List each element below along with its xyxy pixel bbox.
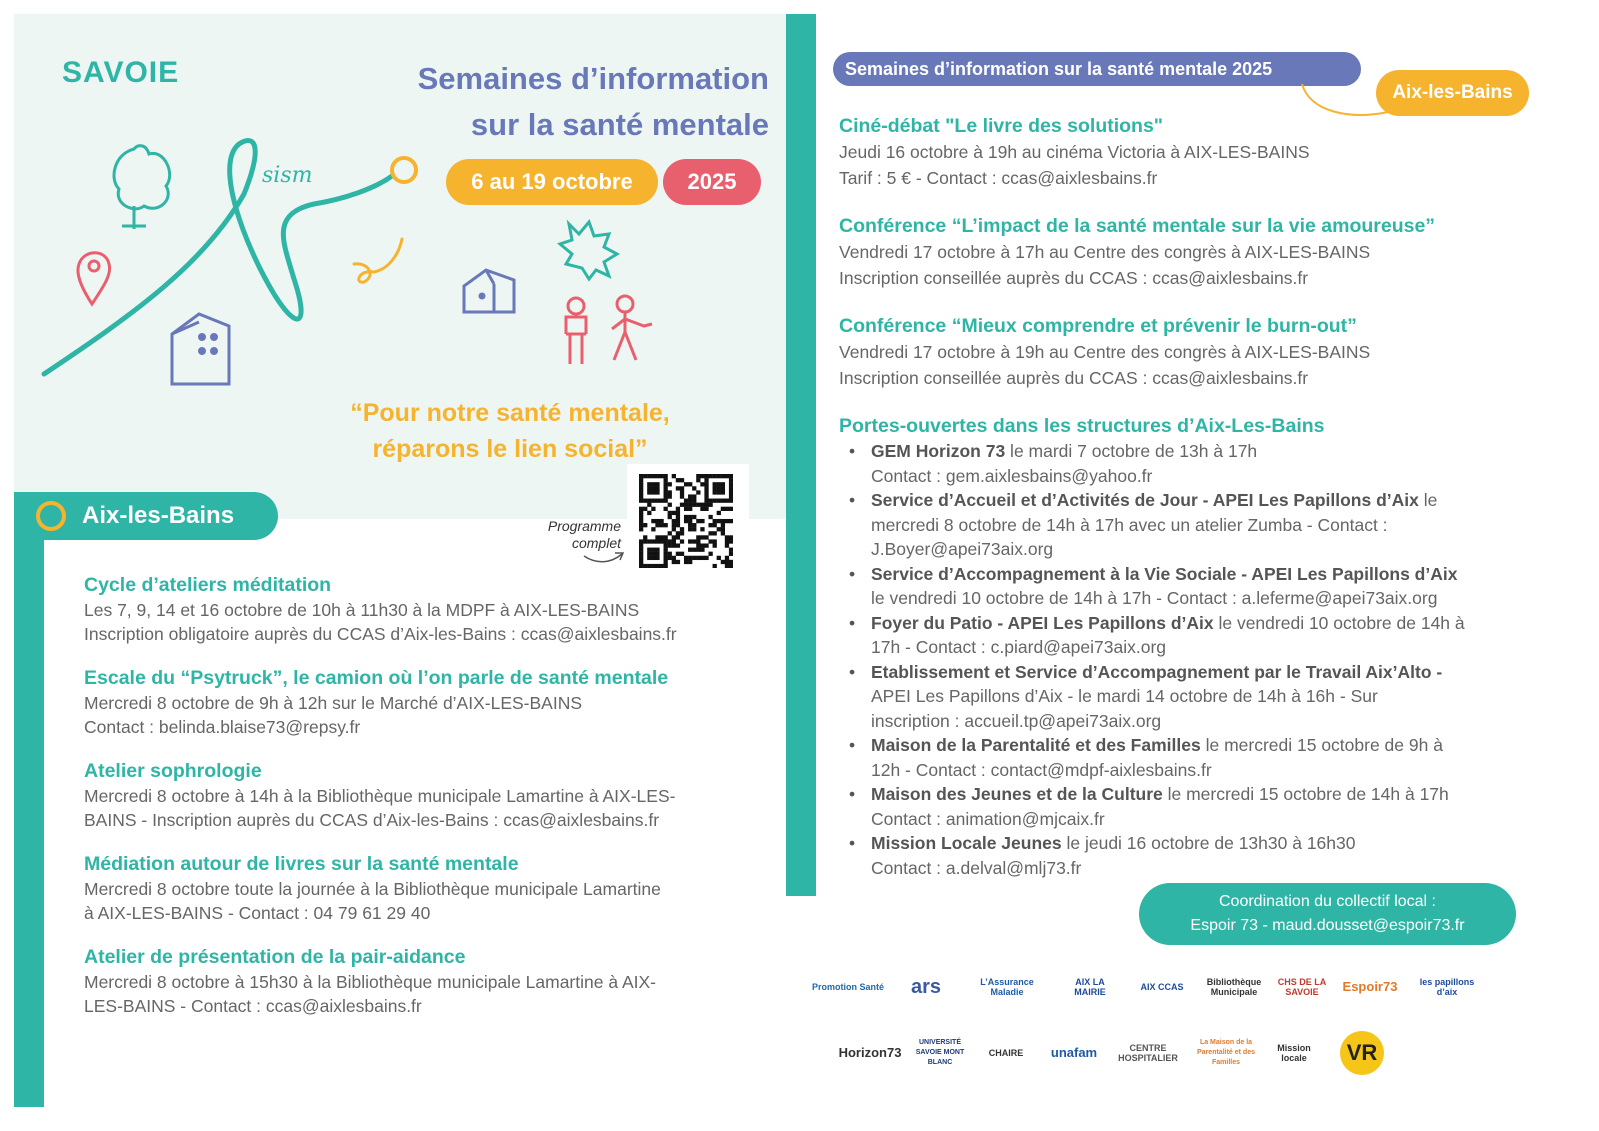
city-badge-right: Aix-les-Bains <box>1376 70 1529 116</box>
list-item: • Mission Locale Jeunes le jeudi 16 octobre de 13h30 à 16h30 Contact : a.delval@mlj73.fr <box>839 831 1529 880</box>
city-tab-left <box>14 492 278 540</box>
partner-logo: ars <box>910 976 942 998</box>
list-item: • GEM Horizon 73 le mardi 7 octobre de 13h à 17h Contact : gem.aixlesbains@yahoo.fr <box>839 439 1529 488</box>
coord-line-2: Espoir 73 - maud.dousset@espoir73.fr <box>1190 917 1465 934</box>
wavy-line-decoration <box>44 141 392 374</box>
qr-caption: Programme complet <box>547 518 621 551</box>
house-icon <box>464 270 514 312</box>
event-item <box>84 572 759 646</box>
partner-logo: L’Assurance Maladie <box>980 977 1034 997</box>
event-details: Vendredi 17 octobre à 17h au Centre des congrès à AIX-LES-BAINS Inscription conseillée auprès du CCAS : ccas@aixlesbains.fr <box>839 242 1371 288</box>
right-banner: Semaines d’information sur la santé mentale 2025 <box>833 52 1361 86</box>
event-details: Les 7, 9, 14 et 16 octobre de 10h à 11h30 à la MDPF à AIX-LES-BAINS Inscription obligatoire auprès du CCAS d’Aix-les-Bains : ccas@aixlesbains.fr <box>84 600 677 644</box>
event-title: Ciné-débat "Le livre des solutions" <box>839 115 1164 137</box>
list-item: • Etablissement et Service d’Accompagnement par le Travail Aix’Alto - APEI Les Papillons d’Aix - le mardi 14 octobre de 14h à 16h - Sur inscription : accueil.tp@apei73aix.org <box>839 660 1529 734</box>
partner-logo: les papillons d’aix <box>1419 977 1475 997</box>
title-line-1: Semaines d’information <box>417 61 769 96</box>
partner-logo: CHAIRE <box>988 1048 1024 1058</box>
list-item: • Maison de la Parentalité et des Familles le mercredi 15 octobre de 9h à 12h - Contact : contact@mdpf-aixlesbains.fr <box>839 733 1529 782</box>
event-details: Vendredi 17 octobre à 19h au Centre des congrès à AIX-LES-BAINS Inscription conseillée auprès du CCAS : ccas@aixlesbains.fr <box>839 342 1371 388</box>
event-item <box>84 758 759 832</box>
event-title: Atelier de présentation de la pair-aidance <box>84 946 466 968</box>
arrow-icon <box>582 548 626 568</box>
partner-logo: Espoir73 <box>1342 979 1398 994</box>
title-line-2: sur la santé mentale <box>470 107 769 142</box>
partner-logos <box>812 962 1532 1092</box>
event-item <box>84 665 759 739</box>
list-item: • Foyer du Patio - APEI Les Papillons d’Aix le vendredi 10 octobre de 14h à 17h - Contact : c.piard@apei73aix.org <box>839 611 1529 660</box>
year-badge: 2025 <box>663 159 761 205</box>
center-divider-bar <box>786 14 816 896</box>
event-details: Mercredi 8 octobre toute la journée à la Bibliothèque municipale Lamartine à AIX-LES-BAINS - Contact : 04 79 61 29 40 <box>84 879 661 923</box>
slogan <box>300 395 720 467</box>
partner-logo: VR <box>1332 1028 1392 1078</box>
event-title: Escale du “Psytruck”, le camion où l’on parle de santé mentale <box>84 667 669 689</box>
open-house-title: Portes-ouvertes dans les structures d’Aix-Les-Bains <box>839 415 1325 437</box>
ring-decoration <box>392 158 416 182</box>
event-title: Atelier sophrologie <box>84 760 262 782</box>
tree-icon <box>114 146 170 229</box>
coord-line-1: Coordination du collectif local : <box>1218 893 1436 910</box>
slogan-line-2: réparons le lien social” <box>372 435 648 463</box>
partner-logo: UNIVERSITÉ SAVOIE MONT BLANC <box>915 1039 965 1066</box>
list-item: • Service d’Accueil et d’Activités de Jour - APEI Les Papillons d’Aix le mercredi 8 octobre de 14h à 17h avec un atelier Zumba - Contact : J.Boyer@apei73aix.org <box>839 488 1529 562</box>
location-pin-icon <box>78 253 110 304</box>
events-list-left <box>84 572 759 1037</box>
building-icon <box>172 314 229 384</box>
event-details: Jeudi 16 octobre à 19h au cinéma Victoria à AIX-LES-BAINS Tarif : 5 € - Contact : ccas@aixlesbains.fr <box>839 142 1310 188</box>
slogan-line-1: “Pour notre santé mentale, <box>350 399 670 427</box>
event-item <box>84 944 759 1018</box>
partner-logo: AIX LA MAIRIE <box>1074 977 1106 997</box>
list-item: • Maison des Jeunes et de la Culture le mercredi 15 octobre de 14h à 17h Contact : animation@mjcaix.fr <box>839 782 1529 831</box>
event-item <box>84 851 759 925</box>
event-item <box>839 213 1529 291</box>
event-details: Mercredi 8 octobre de 9h à 12h sur le Marché d’AIX-LES-BAINS Contact : belinda.blaise73@repsy.fr <box>84 693 583 737</box>
event-title: Médiation autour de livres sur la santé mentale <box>84 853 519 875</box>
event-title: Conférence “Mieux comprendre et prévenir le burn-out” <box>839 315 1357 337</box>
partner-logo: CHS DE LA SAVOIE <box>1277 977 1327 997</box>
speech-bubble-icon <box>560 222 617 279</box>
event-title: Cycle d’ateliers méditation <box>84 574 332 596</box>
region-title: SAVOIE <box>62 56 180 89</box>
partner-logo: La Maison de la Parentalité et des Familles <box>1197 1039 1255 1066</box>
coordination-badge <box>1139 883 1516 945</box>
people-icon <box>566 296 652 364</box>
city-label: Aix-les-Bains <box>82 502 235 529</box>
page-title <box>309 56 769 148</box>
qr-code-icon[interactable] <box>639 474 733 568</box>
partner-logo: unafam <box>1050 1045 1098 1060</box>
left-column-bar <box>14 519 44 1107</box>
event-title: Conférence “L’impact de la santé mentale sur la vie amoureuse” <box>839 215 1436 237</box>
partner-logo: Promotion Santé <box>812 982 885 992</box>
events-list-right <box>839 113 1529 880</box>
event-details: Mercredi 8 octobre à 15h30 à la Bibliothèque municipale Lamartine à AIX- LES-BAINS - Contact : ccas@aixlesbains.fr <box>84 972 657 1016</box>
dates-badge: 6 au 19 octobre <box>446 159 658 205</box>
squiggle-decoration <box>354 239 402 282</box>
event-details: Mercredi 8 octobre à 14h à la Bibliothèque municipale Lamartine à AIX-LES- BAINS - Inscription auprès du CCAS d’Aix-les-Bains : ccas@aixlesbains.fr <box>84 786 676 830</box>
open-house-section <box>839 413 1529 880</box>
ring-icon <box>36 501 66 531</box>
partner-logo: CENTRE HOSPITALIER <box>1118 1043 1178 1063</box>
partner-logo: Bibliothèque Municipale <box>1206 977 1262 997</box>
open-house-list <box>839 439 1529 880</box>
event-item <box>839 313 1529 391</box>
partner-logo: AIX CCAS <box>1140 982 1184 992</box>
event-item <box>839 113 1529 191</box>
partner-logo: Horizon73 <box>838 1045 902 1060</box>
partner-logo: Mission locale <box>1277 1043 1311 1063</box>
list-item: • Service d’Accompagnement à la Vie Sociale - APEI Les Papillons d’Aix le vendredi 10 octobre de 14h à 17h - Contact : a.leferme@apei73aix.org <box>839 562 1529 611</box>
sism-logo: sism <box>262 163 313 188</box>
qr-code-box[interactable] <box>627 464 749 576</box>
